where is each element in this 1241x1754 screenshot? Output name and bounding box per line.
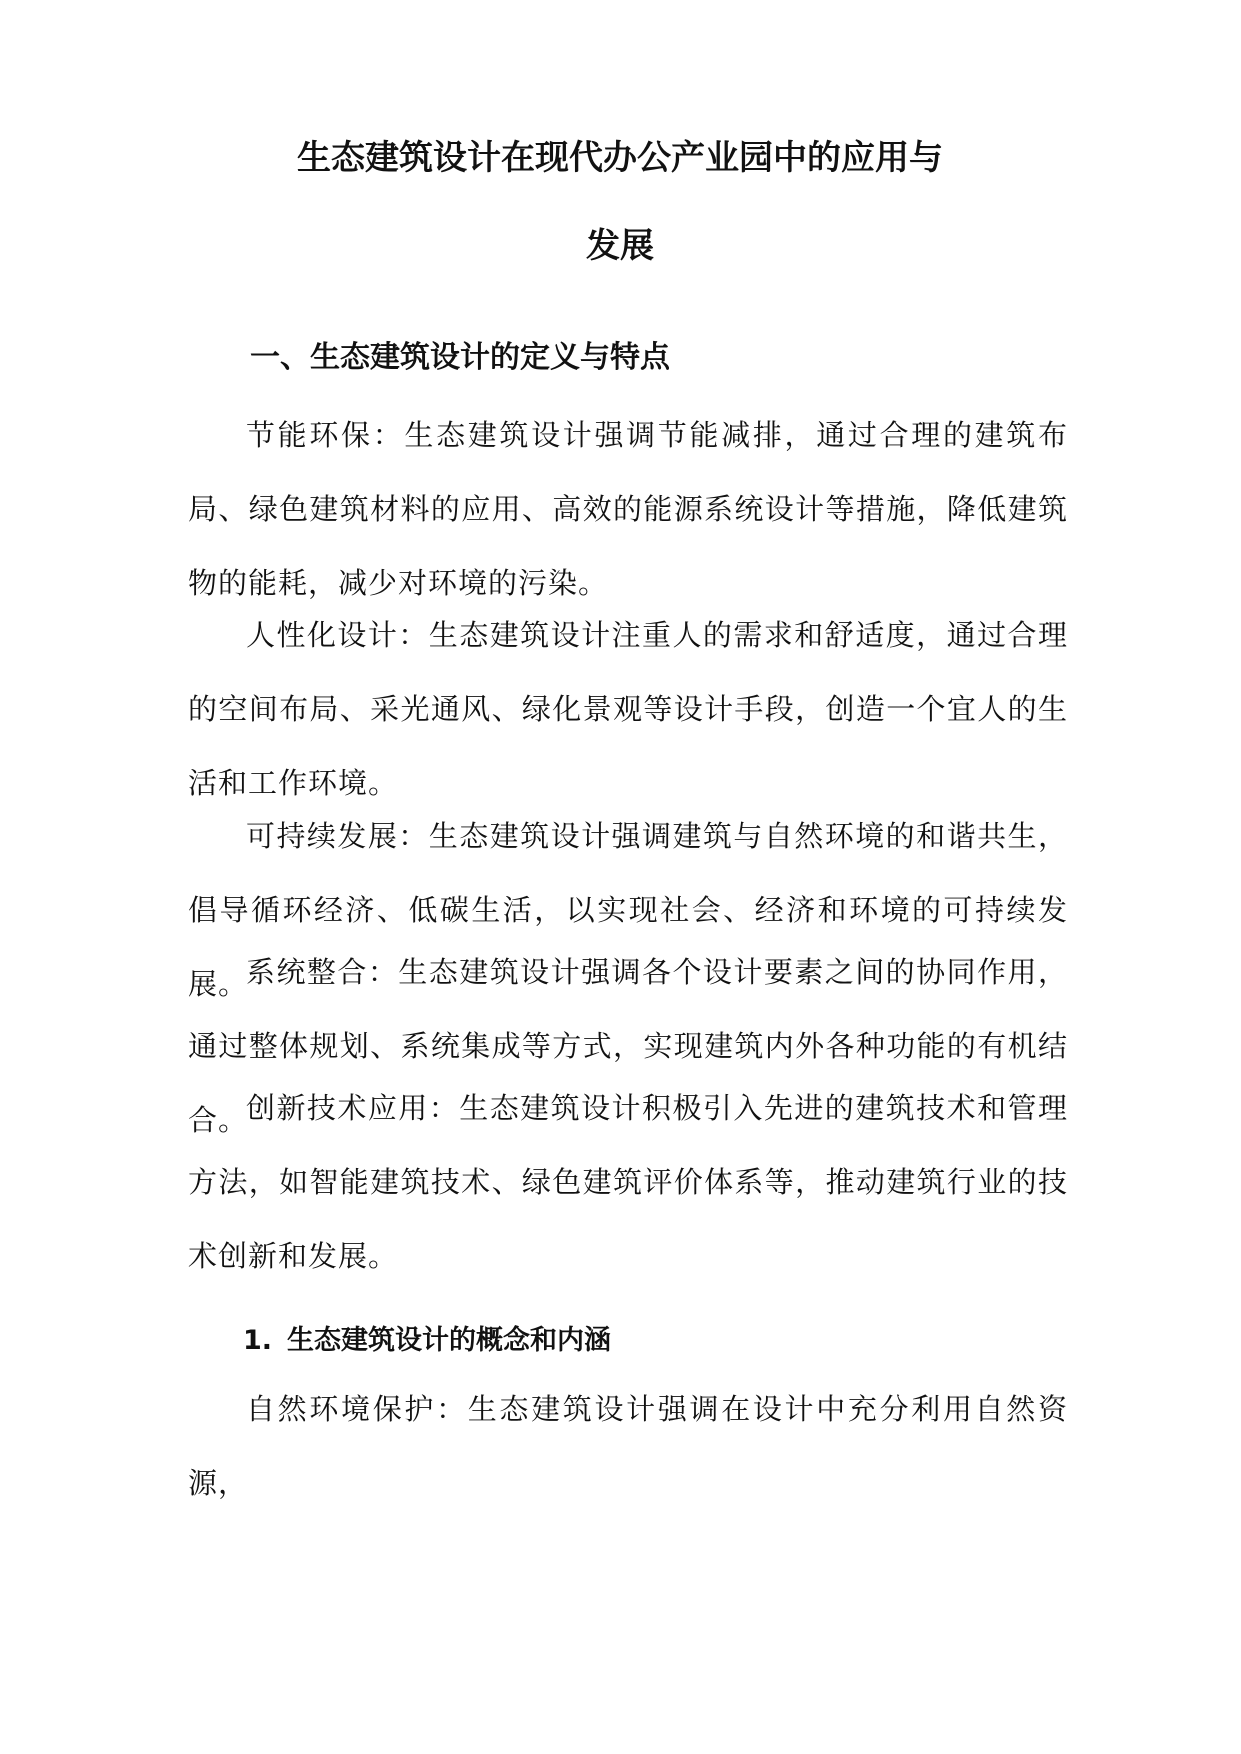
section-heading: 一、生态建筑设计的定义与特点 — [250, 340, 670, 375]
paragraph-energy-saving: 节能环保：生态建筑设计强调节能减排，通过合理的建筑布局、绿色建筑材料的应用、高效的能源系统设计等措施，降低建筑物的能耗，减少对环境的污染。 — [188, 418, 1068, 600]
document-title-line-2: 发展 — [586, 226, 654, 266]
subsection-title: 生态建筑设计的概念和内涵 — [287, 1325, 611, 1356]
paragraph-sustainable: 可持续发展：生态建筑设计强调建筑与自然环境的和谐共生，倡导循环经济、低碳生活，以实现社会、经济和环境的可持续发展。 — [188, 819, 1068, 1001]
subsection-heading — [243, 1325, 611, 1357]
paragraph-human-centered: 人性化设计：生态建筑设计注重人的需求和舒适度，通过合理的空间布局、采光通风、绿化景观等设计手段，创造一个宜人的生活和工作环境。 — [188, 618, 1068, 800]
subsection-number: 1. — [243, 1325, 273, 1356]
document-title-line-1: 生态建筑设计在现代办公产业园中的应用与 — [297, 138, 943, 178]
paragraph-system-integration: 系统整合：生态建筑设计强调各个设计要素之间的协同作用，通过整体规划、系统集成等方式，实现建筑内外各种功能的有机结合。 — [188, 955, 1068, 1137]
paragraph-innovation: 创新技术应用：生态建筑设计积极引入先进的建筑技术和管理方法，如智能建筑技术、绿色建筑评价体系等，推动建筑行业的技术创新和发展。 — [188, 1091, 1068, 1273]
paragraph-nature-protection: 自然环境保护：生态建筑设计强调在设计中充分利用自然资源， — [188, 1392, 1068, 1500]
